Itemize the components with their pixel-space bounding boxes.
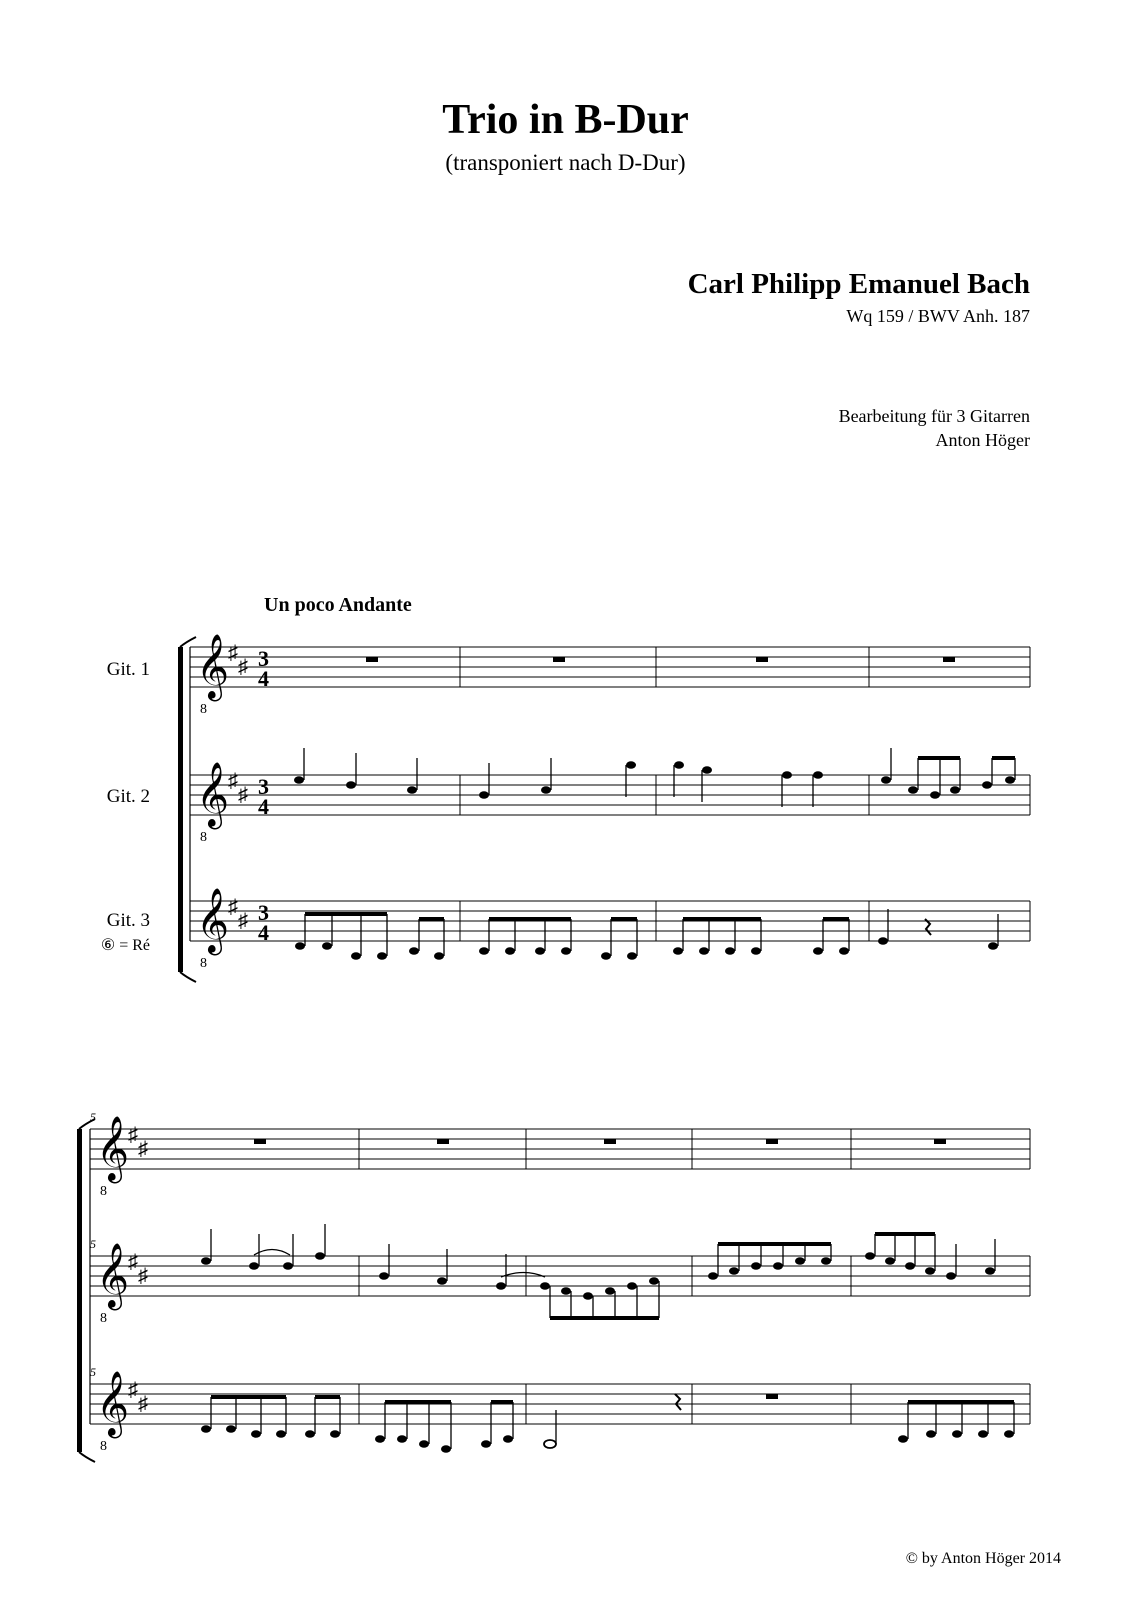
notes-git3-system2 [201, 1394, 1014, 1453]
system-1 [178, 637, 1030, 982]
system-2 [77, 1119, 1030, 1462]
sharp-icon: ♯ [238, 656, 248, 678]
time-signature-denominator: 4 [258, 666, 269, 691]
instrument-label-git2: Git. 2 [106, 786, 150, 807]
notes-git3 [295, 909, 998, 960]
octave-clef-mark: 8 [200, 956, 207, 971]
whole-rests-git1-system2 [254, 1139, 946, 1144]
composer-name: Carl Philipp Emanuel Bach [687, 268, 1030, 300]
time-signature-numerator: 3 [258, 774, 269, 799]
treble-clef-icon: 𝄞 [96, 1373, 130, 1435]
system-bracket [178, 647, 183, 972]
sharp-icon: ♯ [228, 770, 238, 792]
sharp-icon: ♯ [228, 896, 238, 918]
octave-clef-mark: 8 [200, 830, 207, 845]
octave-clef-mark: 8 [100, 1311, 107, 1326]
staff-git1 [190, 647, 1030, 687]
sharp-icon: ♯ [128, 1251, 138, 1273]
measure-number: 5 [90, 1237, 96, 1251]
catalog-number: Wq 159 / BWV Anh. 187 [846, 306, 1030, 326]
time-signature-numerator: 3 [258, 900, 269, 925]
sharp-icon: ♯ [238, 784, 248, 806]
treble-clef-icon: 𝄞 [196, 890, 230, 952]
octave-clef-mark: 8 [200, 702, 207, 717]
whole-rests-git1 [366, 657, 955, 662]
sharp-icon: ♯ [138, 1393, 148, 1415]
measure-number: 5 [90, 1365, 96, 1379]
sharp-icon: ♯ [228, 642, 238, 664]
time-signature-numerator: 3 [258, 646, 269, 671]
system-bracket [77, 1129, 82, 1452]
sharp-icon: ♯ [238, 910, 248, 932]
sharp-icon: ♯ [138, 1265, 148, 1287]
treble-clef-icon: 𝄞 [96, 1118, 130, 1180]
sharp-icon: ♯ [128, 1124, 138, 1146]
octave-clef-mark: 8 [100, 1184, 107, 1199]
instrument-label-git1: Git. 1 [106, 659, 150, 680]
arranger-name: Anton Höger [935, 430, 1030, 450]
staff-git3-system2 [90, 1384, 1030, 1424]
arrangement-note: Bearbeitung für 3 Gitarren [838, 406, 1030, 426]
staff-git1-system2 [90, 1129, 1030, 1169]
time-signature-denominator: 4 [258, 794, 269, 819]
tempo-marking: Un poco Andante [264, 594, 412, 616]
treble-clef-icon: 𝄞 [196, 636, 230, 698]
sharp-icon: ♯ [128, 1379, 138, 1401]
copyright-footer: © by Anton Höger 2014 [905, 1550, 1061, 1567]
measure-number: 5 [90, 1110, 96, 1124]
treble-clef-icon: 𝄞 [96, 1245, 130, 1307]
notes-git2-system2 [201, 1224, 995, 1318]
notes-git2 [294, 748, 1015, 807]
tuning-note: ⑥ = Ré [100, 937, 150, 954]
time-signature-denominator: 4 [258, 920, 269, 945]
treble-clef-icon: 𝄞 [196, 764, 230, 826]
score-title: Trio in B-Dur [442, 97, 689, 143]
staff-git3 [190, 901, 1030, 941]
instrument-label-git3: Git. 3 [106, 910, 150, 931]
staff-git2 [190, 775, 1030, 815]
sharp-icon: ♯ [138, 1138, 148, 1160]
score-subtitle: (transponiert nach D-Dur) [445, 150, 686, 175]
octave-clef-mark: 8 [100, 1439, 107, 1454]
